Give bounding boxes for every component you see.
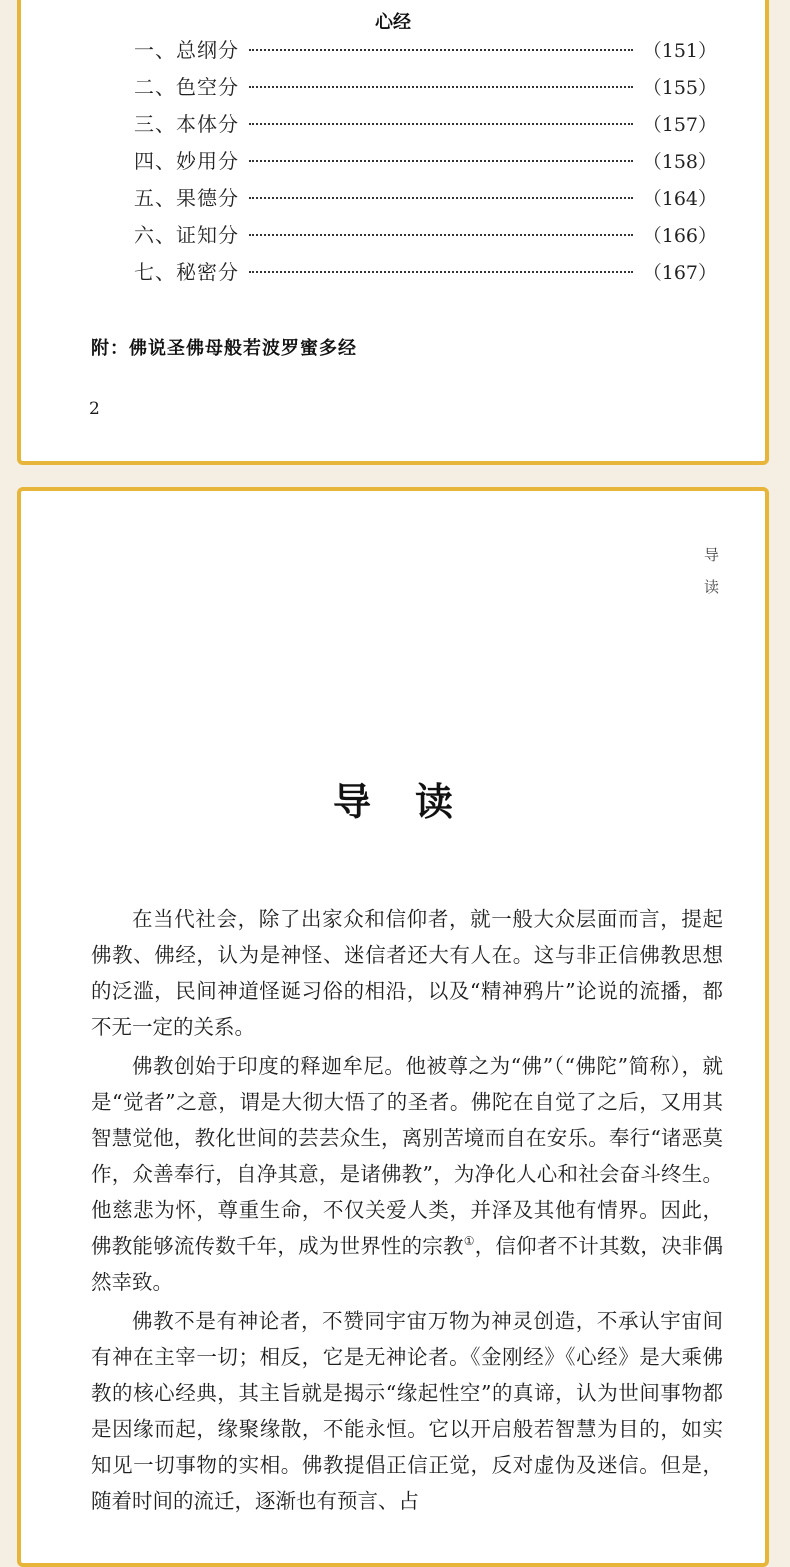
running-head-char: 读 — [703, 578, 719, 596]
toc-entry-label: 四、妙用分 — [134, 149, 239, 173]
toc-entry-label: 七、秘密分 — [134, 260, 239, 284]
toc-entry-page: （151） — [642, 40, 717, 62]
paragraph: 在当代社会，除了出家众和信仰者，就一般大众层面而言，提起佛教、佛经，认为是神怪、迷信者还大有人在。这与非正信佛教思想的泛滥，民间神道怪诞习俗的相沿，以及“精神鸦片”论说的流播，都不无一定的关系。 — [91, 907, 723, 1039]
toc-leader-dots — [249, 86, 633, 88]
introduction-page — [17, 487, 769, 1567]
toc-entry[interactable] — [134, 182, 717, 219]
appendix-title: 附：佛说圣佛母般若波罗蜜多经 — [91, 338, 357, 359]
toc-entry-label: 六、证知分 — [134, 223, 239, 247]
footnote-marker[interactable]: ① — [463, 1234, 475, 1249]
toc-entry-label: 一、总纲分 — [134, 38, 239, 62]
paragraph: 佛教不是有神论者，不赞同宇宙万物为神灵创造，不承认宇宙间有神在主宰一切；相反，它是无神论者。《金刚经》《心经》是大乘佛教的核心经典，其主旨就是揭示“缘起性空”的真谛，认为世间事物都是因缘而起，缘聚缘散，不能永恒。它以开启般若智慧为目的，如实知见一切事物的实相。佛教提倡正信正觉，反对虚伪及迷信。但是，随着时间的流迁，逐渐也有预言、占 — [91, 1309, 723, 1513]
section-title: 心经 — [375, 12, 411, 33]
toc-entry-label: 三、本体分 — [134, 112, 239, 136]
toc-entry[interactable] — [134, 71, 717, 108]
toc-entry[interactable] — [134, 34, 717, 71]
toc-leader-dots — [249, 49, 633, 51]
page-number: 2 — [89, 399, 100, 419]
toc-entry-label: 五、果德分 — [134, 186, 239, 210]
paragraph — [91, 1048, 723, 1300]
toc-entry-page: （158） — [642, 151, 717, 173]
toc-entry[interactable] — [134, 256, 717, 293]
toc-entry-label: 二、色空分 — [134, 75, 239, 99]
running-head — [704, 539, 719, 603]
running-head-char: 导 — [703, 546, 719, 564]
paragraph-text: ，信仰者不计其数，决非偶然幸致。 — [91, 1234, 724, 1294]
toc-leader-dots — [249, 271, 633, 273]
toc-leader-dots — [249, 234, 633, 236]
chapter-title: 导读 — [332, 780, 497, 824]
toc-entry[interactable] — [134, 219, 717, 256]
paragraph-text: 佛教创始于印度的释迦牟尼。他被尊之为“佛”（“佛陀”简称），就是“觉者”之意，谓是大彻大悟了的圣者。佛陀在自觉了之后，又用其智慧觉他，教化世间的芸芸众生，离别苦境而自在安乐。奉行“诸恶莫作，众善奉行，自净其意，是诸佛教”，为净化人心和社会奋斗终生。他慈悲为怀，尊重生命，不仅关爱人类，并泽及其他有情界。因此，佛教能够流传数千年，成为世界性的宗教 — [91, 1054, 723, 1258]
table-of-contents — [134, 34, 717, 293]
toc-entry[interactable] — [134, 108, 717, 145]
toc-entry-page: （167） — [642, 262, 717, 284]
toc-page — [17, 0, 769, 465]
toc-leader-dots — [249, 197, 633, 199]
toc-leader-dots — [249, 160, 633, 162]
body-text — [91, 901, 723, 1522]
toc-entry[interactable] — [134, 145, 717, 182]
toc-leader-dots — [249, 123, 633, 125]
toc-entry-page: （155） — [642, 77, 717, 99]
toc-entry-page: （157） — [642, 114, 717, 136]
toc-entry-page: （164） — [642, 188, 717, 210]
toc-entry-page: （166） — [642, 225, 717, 247]
